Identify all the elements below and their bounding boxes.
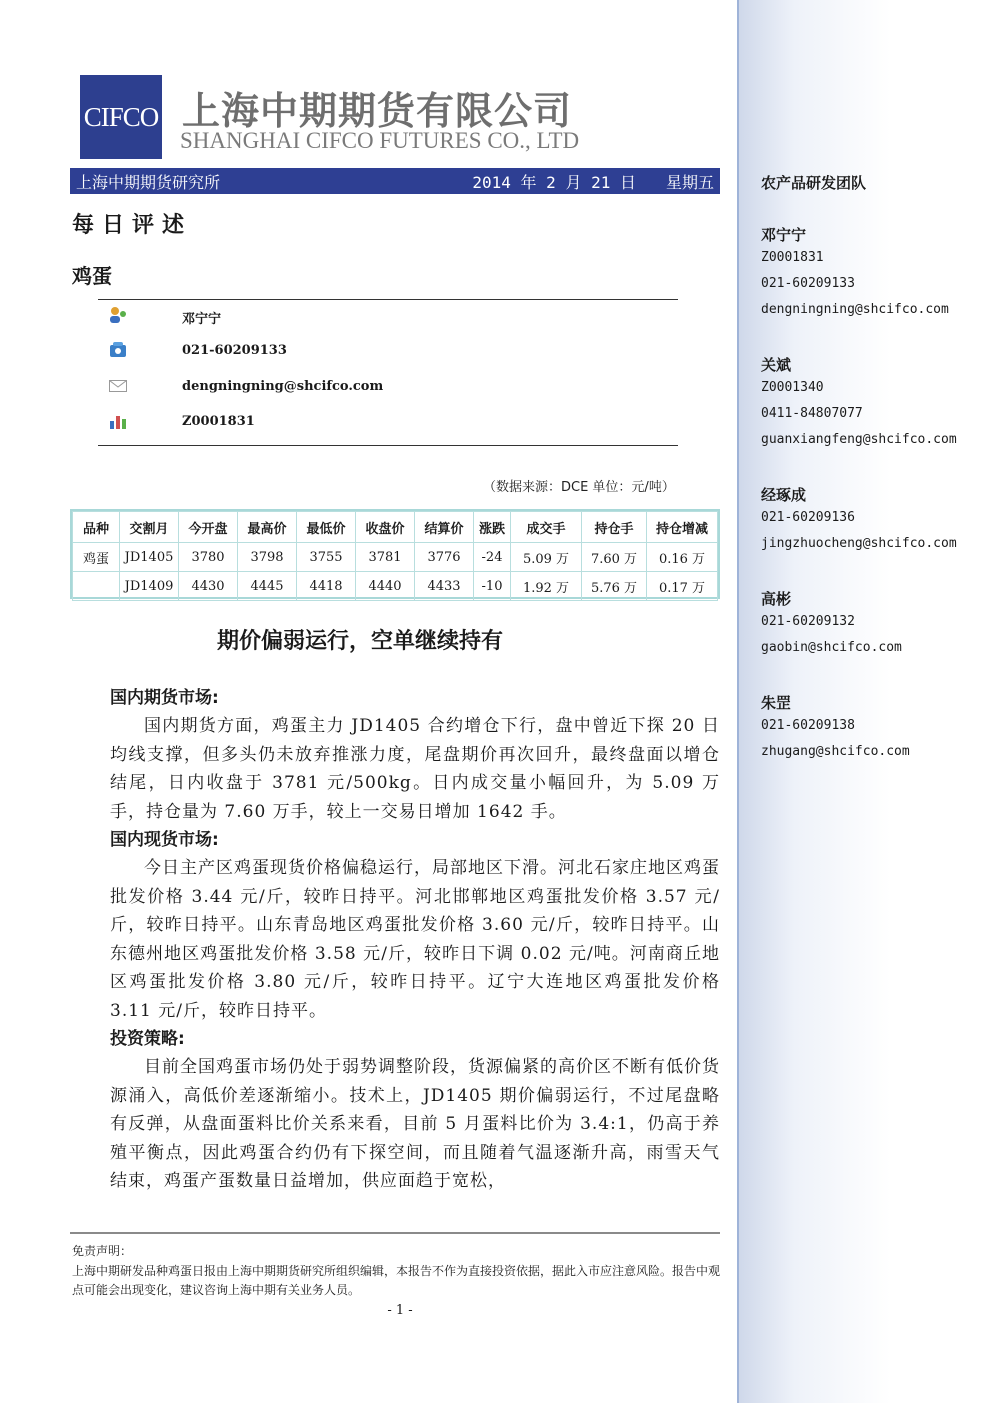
- table-cell: 鸡蛋: [73, 543, 120, 572]
- futures-market-text: 国内期货方面，鸡蛋主力 JD1405 合约增仓下行，盘中曾近下探 20 日均线支撑，但多头仍未放弃推涨力度，尾盘期价再次回升，最终盘面以增仓结尾，日内收盘于 3781 元/500kg。日内成交量小幅回升，为 5.09 万手，持仓量为 7.60 万手，较上一交易日增加 1642 手。: [110, 716, 720, 822]
- contact-name: 邓宁宁: [182, 312, 222, 327]
- report-weekday: 星期五: [665, 172, 714, 192]
- institute-name: 上海中期期货研究所: [76, 172, 221, 192]
- report-header-bar: [70, 168, 720, 194]
- table-cell: JD1409: [120, 572, 179, 601]
- table-cell: [73, 572, 120, 601]
- analyst-phone: 021-60209133: [761, 276, 855, 291]
- contact-name-row: [98, 306, 678, 328]
- table-cell: 4418: [297, 572, 356, 601]
- table-cell: 7.60 万: [582, 543, 647, 572]
- data-source-note: （数据来源：DCE 单位：元/吨）: [483, 480, 675, 495]
- table-cell: 1.92 万: [511, 572, 582, 601]
- phone-icon: [108, 341, 128, 359]
- table-cell: 4440: [356, 572, 415, 601]
- col-header: 结算价: [415, 512, 474, 543]
- contact-phone: 021-60209133: [182, 343, 287, 358]
- col-header: 持仓增减: [647, 512, 718, 543]
- table-cell: -10: [474, 572, 511, 601]
- table-cell: 3776: [415, 543, 474, 572]
- page-number: - 1 -: [387, 1303, 413, 1318]
- spot-market-heading: 国内现货市场:: [110, 830, 219, 850]
- cifco-logo: CIFCO: [80, 75, 162, 159]
- table-cell: 4433: [415, 572, 474, 601]
- team-title: 农产品研发团队: [761, 174, 867, 192]
- analyst-email: guanxiangfeng@shcifco.com: [761, 432, 957, 447]
- table-cell: JD1405: [120, 543, 179, 572]
- col-header: 成交手: [511, 512, 582, 543]
- table-cell: 3781: [356, 543, 415, 572]
- analyst-phone: 021-60209132: [761, 614, 855, 629]
- article-headline: 期价偏弱运行，空单继续持有: [216, 629, 503, 654]
- disclaimer-text: 上海中期研发品种鸡蛋日报由上海中期期货研究所组织编辑，本报告不作为直接投资依据，据此入市应注意风险。报告中观点可能会出现变化，建议咨询上海中期有关业务人员。: [72, 1264, 721, 1297]
- col-header: 收盘价: [356, 512, 415, 543]
- analyst-phone: 0411-84807077: [761, 406, 863, 421]
- analyst-name: 邓宁宁: [761, 226, 807, 244]
- analyst-phone: 021-60209138: [761, 718, 855, 733]
- contact-email-row: [98, 377, 678, 399]
- analyst-email: dengningning@shcifco.com: [761, 302, 949, 317]
- person-icon: [108, 306, 128, 324]
- article-body: [110, 684, 720, 1196]
- contact-license: Z0001831: [182, 414, 255, 429]
- contact-license-row: [98, 412, 678, 434]
- table-header-row: [73, 512, 718, 543]
- report-date: 2014 年 2 月 21 日: [472, 172, 636, 192]
- table-cell: 5.09 万: [511, 543, 582, 572]
- spot-market-text: 今日主产区鸡蛋现货价格偏稳运行，局部地区下滑。河北石家庄地区鸡蛋批发价格 3.44 元/斤，较昨日持平。河北邯郸地区鸡蛋批发价格 3.57 元/斤，较昨日持平。山东青岛地区鸡蛋批发价格 3.60 元/斤，较昨日持平。山东德州地区鸡蛋批发价格 3.58 元/斤，较昨日下调 0.02 元/吨。河南商丘地区鸡蛋批发价格 3.80 元/斤，较昨日持平。辽宁大连地区鸡蛋批发价格 3.11 元/斤，较昨日持平。: [110, 858, 720, 1021]
- analyst-license: Z0001831: [761, 250, 824, 265]
- table-row: [73, 543, 718, 572]
- futures-market-heading: 国内期货市场:: [110, 688, 219, 708]
- analyst-sidebar: [737, 0, 992, 1403]
- analyst-name: 朱罡: [761, 694, 792, 712]
- disclaimer-label: 免责声明：: [72, 1244, 133, 1258]
- col-header: 最高价: [238, 512, 297, 543]
- contact-email: dengningning@shcifco.com: [182, 379, 384, 394]
- col-header: 品种: [73, 512, 120, 543]
- analyst-card: [761, 484, 991, 562]
- table-cell: 3780: [179, 543, 238, 572]
- table-cell: -24: [474, 543, 511, 572]
- strategy-text: 目前全国鸡蛋市场仍处于弱势调整阶段，货源偏紧的高价区不断有低价货源涌入，高低价差逐渐缩小。技术上，JD1405 期价偏弱运行，不过尾盘略有反弹，从盘面蛋料比价关系来看，目前 5 月蛋料比价为 3.4:1，仍高于养殖平衡点，因此鸡蛋合约仍有下探空间，而且随着气温逐渐升高，雨雪天气结束，鸡蛋产蛋数量日益增加，供应面趋于宽松，: [110, 1057, 720, 1191]
- market-data-table: [70, 509, 720, 599]
- analyst-license: Z0001340: [761, 380, 824, 395]
- section-title: 每日评述: [72, 213, 193, 238]
- analyst-phone: 021-60209136: [761, 510, 855, 525]
- chart-icon: [108, 412, 128, 430]
- strategy-heading: 投资策略:: [110, 1029, 185, 1049]
- analyst-email: zhugang@shcifco.com: [761, 744, 910, 759]
- footer-divider: [70, 1232, 720, 1234]
- table-cell: 4430: [179, 572, 238, 601]
- table-cell: 3798: [238, 543, 297, 572]
- table-cell: 3755: [297, 543, 356, 572]
- analyst-name: 关斌: [761, 356, 792, 374]
- analyst-name: 经琢成: [761, 486, 807, 504]
- contact-phone-row: [98, 341, 678, 363]
- mail-icon: [108, 377, 128, 395]
- table-cell: 0.17 万: [647, 572, 718, 601]
- analyst-card: [761, 588, 991, 666]
- analyst-card: [761, 354, 991, 458]
- contact-box: [98, 299, 678, 446]
- analyst-email: jingzhuocheng@shcifco.com: [761, 536, 957, 551]
- table-cell: 0.16 万: [647, 543, 718, 572]
- company-name-cn: 上海中期期货有限公司: [182, 89, 573, 133]
- col-header: 今开盘: [179, 512, 238, 543]
- analyst-email: gaobin@shcifco.com: [761, 640, 902, 655]
- table-row: [73, 572, 718, 601]
- col-header: 最低价: [297, 512, 356, 543]
- col-header: 交割月: [120, 512, 179, 543]
- company-name-en: SHANGHAI CIFCO FUTURES CO., LTD: [180, 128, 580, 153]
- col-header: 涨跌: [474, 512, 511, 543]
- analyst-name: 高彬: [761, 590, 792, 608]
- table-cell: 5.76 万: [582, 572, 647, 601]
- product-title: 鸡蛋: [72, 264, 112, 288]
- analyst-card: [761, 692, 991, 770]
- col-header: 持仓手: [582, 512, 647, 543]
- analyst-card: [761, 224, 991, 328]
- table-cell: 4445: [238, 572, 297, 601]
